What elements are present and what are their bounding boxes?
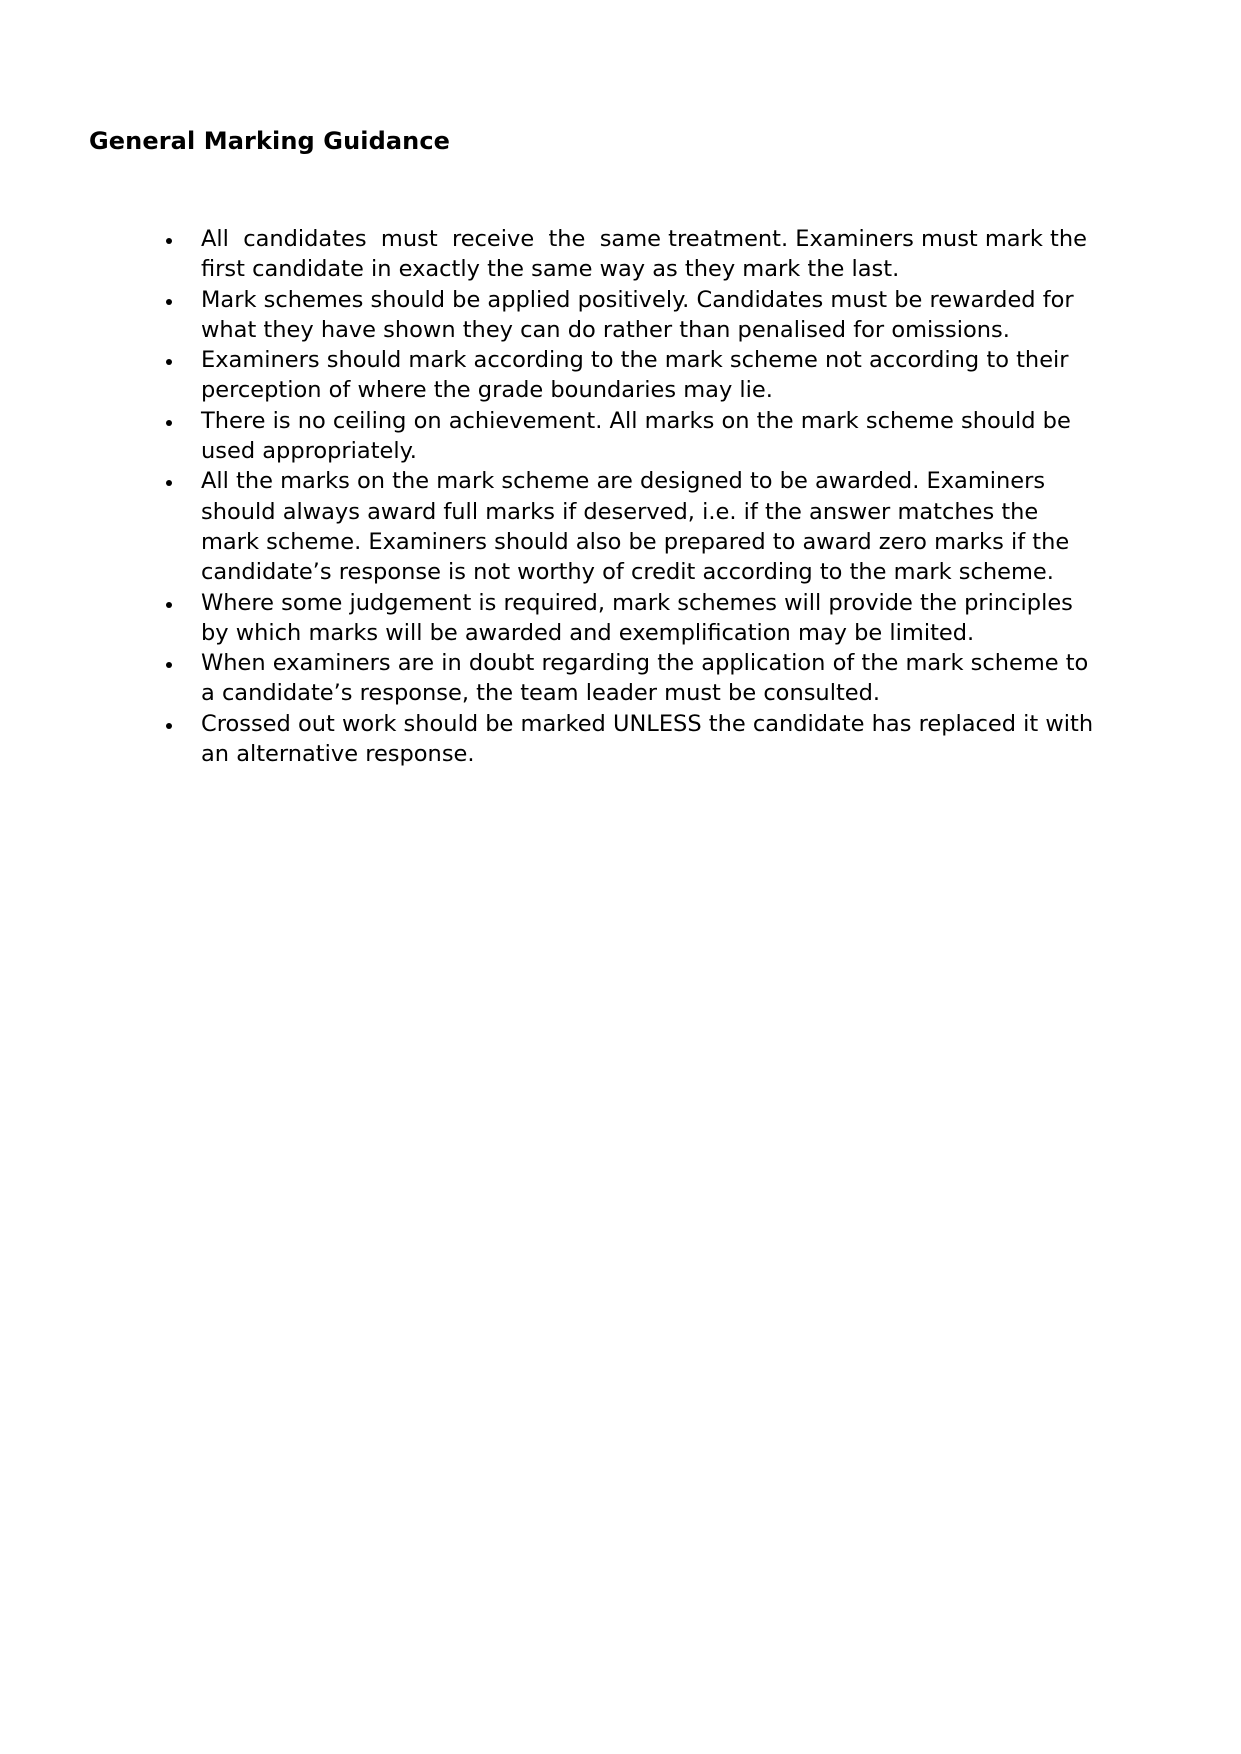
list-item [163,648,1103,709]
list-item-text: There is no ceiling on achievement. All marks on the mark scheme should be used appropriately. [201,407,1071,465]
bullet-icon [163,406,177,436]
list-item [163,466,1103,587]
list-item-text: Examiners should mark according to the mark scheme not according to their perception of where the grade boundaries may lie. [201,347,1069,404]
bullet-icon [163,285,177,315]
list-item-text: Where some judgement is required, mark schemes will provide the principles by which marks will be awarded and exemplification may be limited. [201,589,1073,646]
list-item-text: All candidates must receive the same treatment. Examiners must mark the first candidate in exactly the same way as they mark the last. [201,226,1095,283]
bullet-icon [163,224,177,254]
bullet-icon [163,709,177,739]
list-item-text: Mark schemes should be applied positively. Candidates must be rewarded for what they have shown they can do rather than penalised for omissions. [201,286,1074,343]
bullet-icon [163,466,177,496]
list-item [163,406,1103,467]
list-item-text: When examiners are in doubt regarding the application of the mark scheme to a candidate’s response, the team leader must be consulted. [201,650,1089,707]
list-item [163,345,1103,406]
list-item [163,709,1103,770]
page-title: General Marking Guidance [89,127,451,155]
bullet-icon [163,648,177,678]
list-item [163,588,1103,649]
list-item [163,224,1103,285]
bullet-icon [163,345,177,375]
guidance-list [163,224,1103,769]
list-item-text: All the marks on the mark scheme are designed to be awarded. Examiners should always award full marks if deserved, i.e. if the answer matches the mark scheme. Examiners should also be prepared to award zero marks if the candidate’s response is not worthy of credit according to the mark scheme. [201,468,1070,586]
list-item [163,285,1103,346]
list-item-text: Crossed out work should be marked UNLESS the candidate has replaced it with an alternative response. [201,710,1094,768]
bullet-icon [163,588,177,618]
